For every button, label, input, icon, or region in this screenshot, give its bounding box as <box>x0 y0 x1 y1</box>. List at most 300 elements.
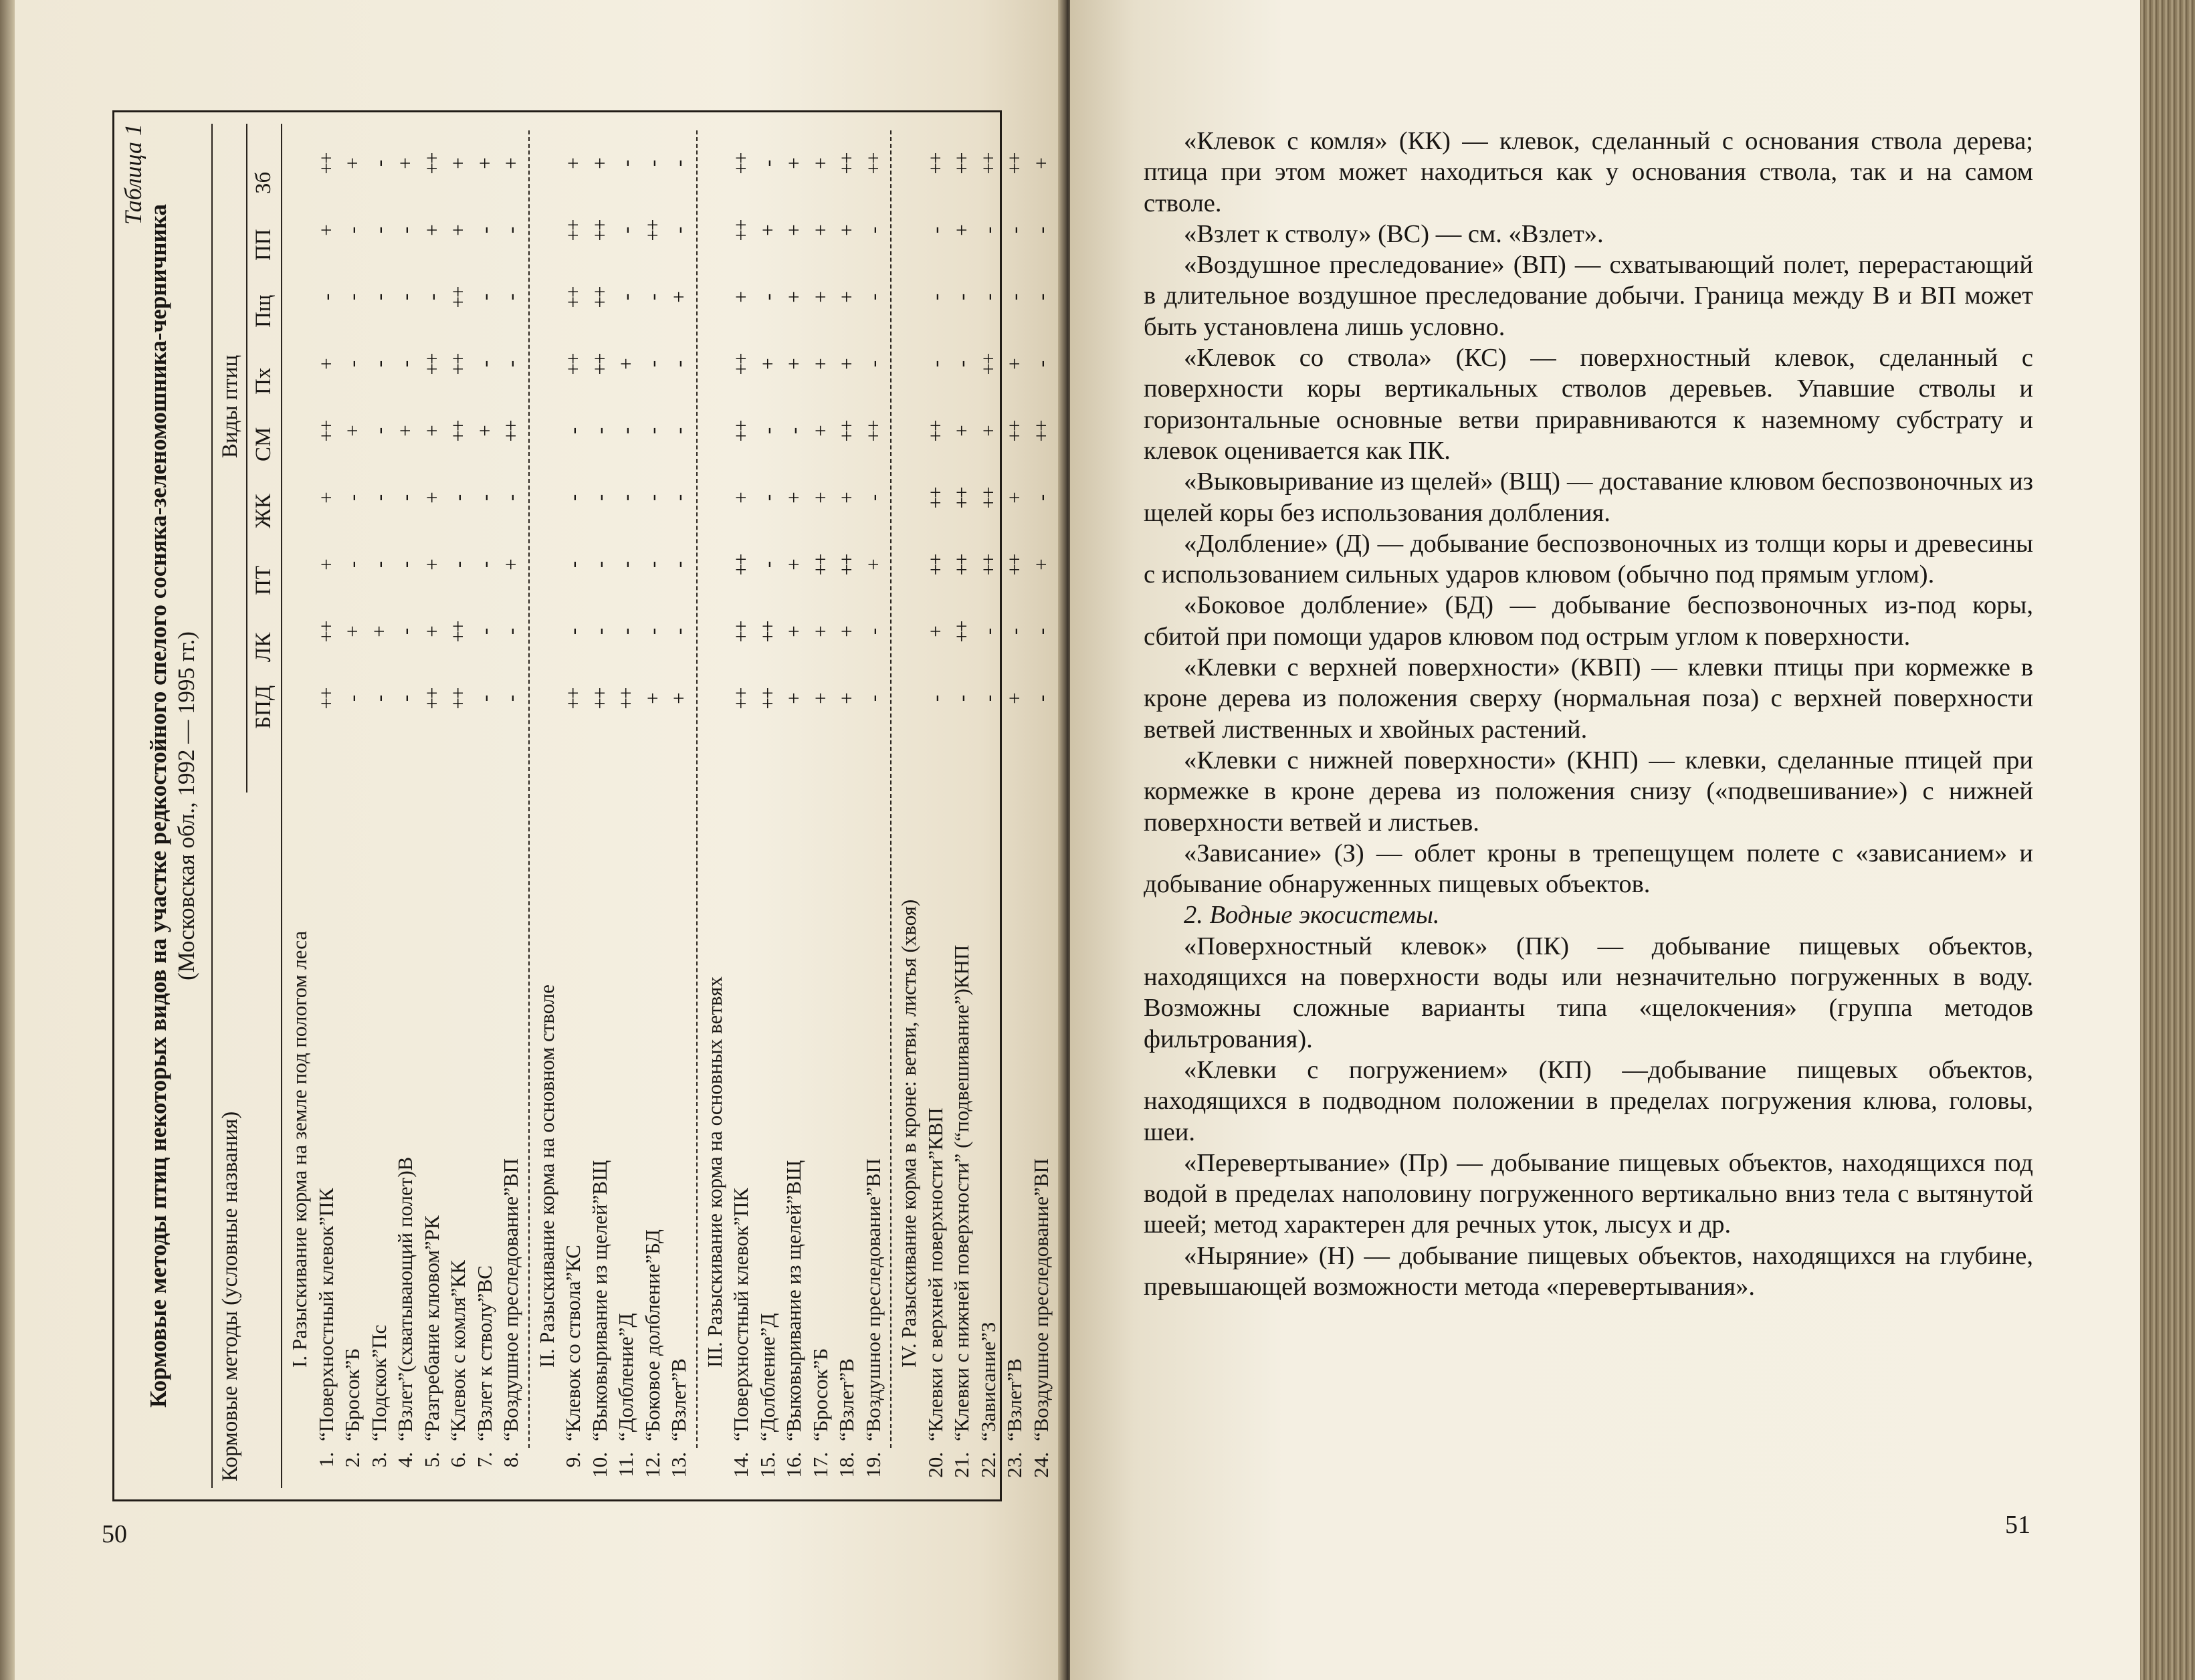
species-header: ЛК <box>251 632 276 662</box>
table-cell: - <box>614 161 637 167</box>
table-cell: ++ <box>419 354 443 375</box>
paragraph: «Воздушное преследование» (ВП) — схватывающий полет, перерастающий в длительное воздушное преследование добычи. Граница между В и ВП может быть установлена лишь условно. <box>1144 251 2033 341</box>
paragraph: «Клевки с нижней поверхности» (КНП) — клевки, сделанные птицей при кормежке в кроне дерева из положения снизу («подвешивание») с нижней поверхности ветвей и листьев. <box>1144 746 2033 837</box>
table-cell: + <box>1029 560 1053 570</box>
species-header: БПД <box>251 685 276 729</box>
table-cell: - <box>782 428 805 435</box>
table-cell: ++ <box>729 153 752 175</box>
table-cell: - <box>367 562 391 568</box>
section-heading: IV. Разыскивание корма в кроне: ветви, листья (хвоя) <box>897 899 920 1368</box>
table-cell: ++ <box>729 220 752 241</box>
row-number: 5. <box>419 1452 443 1468</box>
table-cell: ++ <box>561 354 585 375</box>
row-number: 16. <box>782 1452 805 1478</box>
table-cell: + <box>667 694 690 704</box>
table-cell: - <box>561 495 585 502</box>
table-cell: - <box>667 428 690 435</box>
method-name: “Взлет”В <box>835 1358 858 1441</box>
table-cell: ++ <box>835 554 858 576</box>
row-number: 1. <box>314 1452 338 1468</box>
table-cell: + <box>472 159 496 169</box>
table-cell: ++ <box>755 688 779 710</box>
table-cell: ++ <box>976 153 1000 175</box>
method-name: “Клевок со ствола”КС <box>561 1245 585 1441</box>
table-label: Таблица 1 <box>120 124 146 225</box>
table-cell: - <box>1029 294 1053 301</box>
paragraph: «Боковое долбление» (БД) — добывание беспозвоночных из-под коры, сбитой при помощи ударов клювом под острым углом к поверхности. <box>1144 591 2033 651</box>
table-cell: ++ <box>950 621 973 643</box>
table-cell: - <box>640 428 664 435</box>
table-cell: - <box>976 629 1000 635</box>
table-cell: ++ <box>419 688 443 710</box>
table-cell: - <box>755 428 779 435</box>
table-cell: ++ <box>808 554 832 576</box>
method-name: “Взлет”В <box>667 1358 690 1441</box>
table-cell: - <box>755 294 779 301</box>
row-number: 14. <box>729 1452 752 1478</box>
method-name: “Бросок”Б <box>340 1348 364 1441</box>
table-cell: + <box>587 159 611 169</box>
table-cell: - <box>667 495 690 502</box>
table-cell: - <box>393 294 417 301</box>
table-cell: + <box>835 359 858 370</box>
row-number: 12. <box>640 1452 664 1478</box>
table-cell: ++ <box>587 688 611 710</box>
table-cell: - <box>472 696 496 702</box>
table-cell: - <box>340 495 364 502</box>
table-cell: + <box>314 359 338 370</box>
paragraph: «Клевки с верхней поверхности» (КВП) — клевки птицы при кормежке в кроне дерева из положения сверху (нормальная поза) с верхней поверхности ветвей лиственных и хвойных растений. <box>1144 653 2033 744</box>
table-cell: + <box>755 359 779 370</box>
table-cell: - <box>393 629 417 635</box>
table-cell: + <box>446 159 469 169</box>
row-number: 9. <box>561 1452 585 1468</box>
table-cell: - <box>472 361 496 368</box>
table-cell: - <box>561 562 585 568</box>
table-cell: + <box>561 159 585 169</box>
method-name: “Выковыривание из щелей”ВЩ <box>587 1160 611 1441</box>
table-cell: + <box>419 493 443 504</box>
row-number: 20. <box>923 1452 947 1478</box>
table-cell: ++ <box>614 688 637 710</box>
body-text <box>1144 126 2033 1302</box>
table-cell: ++ <box>314 421 338 442</box>
table-cell: ++ <box>314 688 338 710</box>
table-cell: - <box>561 629 585 635</box>
table-cell: + <box>499 560 522 570</box>
method-name: “Клевок с комля”КК <box>446 1260 469 1441</box>
table-cell: ++ <box>419 153 443 175</box>
row-number: 11. <box>614 1452 637 1477</box>
table-cell: ++ <box>950 488 973 509</box>
table-cell: + <box>755 225 779 236</box>
section-heading: I. Разыскивание корма на земле под пологом леса <box>288 930 311 1368</box>
method-name: “Разгребание клювом”РК <box>419 1215 443 1441</box>
table-cell: - <box>923 294 947 301</box>
row-number: 3. <box>367 1452 391 1468</box>
table-cell: - <box>950 294 973 301</box>
table-cell: + <box>782 225 805 236</box>
table-cell: - <box>640 161 664 167</box>
species-header: ПП <box>251 229 276 261</box>
paragraph: «Зависание» (З) — облет кроны в трепещущем полете с «зависанием» и добывание обнаруженных пищевых объектов. <box>1144 839 2033 899</box>
table-cell: + <box>393 159 417 169</box>
table-cell: ++ <box>1003 554 1026 576</box>
table-cell: + <box>976 426 1000 437</box>
section-divider <box>696 130 698 1448</box>
table-cell: + <box>808 292 832 303</box>
table-cell: - <box>499 696 522 702</box>
method-name: “Подскок”Пс <box>367 1324 391 1441</box>
table-cell: - <box>640 629 664 635</box>
table-cell: ++ <box>640 220 664 241</box>
table-cell: ++ <box>923 421 947 442</box>
table-cell: ++ <box>314 621 338 643</box>
table-cell: + <box>1029 159 1053 169</box>
table-cell: ++ <box>861 421 885 442</box>
table-cell: - <box>640 361 664 368</box>
method-name: “Взлет”(схватывающий полет)В <box>393 1156 417 1441</box>
method-name: “Зависание”З <box>976 1322 1000 1441</box>
method-name: “Клевки с верхней поверхности”КВП <box>923 1108 947 1441</box>
table-cell: ++ <box>446 421 469 442</box>
table-cell: - <box>614 428 637 435</box>
species-header: ПТ <box>251 566 276 595</box>
table-cell: ++ <box>561 287 585 308</box>
paragraph: «Клевки с погружением» (КП) —добывание пищевых объектов, находящихся в подводном положении в пределах погружения клюва, головы, шеи. <box>1144 1055 2033 1146</box>
row-number: 21. <box>950 1452 973 1478</box>
table-cell: - <box>1003 294 1026 301</box>
table-cell: + <box>393 426 417 437</box>
table-cell: - <box>950 696 973 702</box>
table-cell: - <box>340 361 364 368</box>
table-cell: - <box>446 562 469 568</box>
table-cell: ++ <box>976 488 1000 509</box>
table-cell: ++ <box>499 421 522 442</box>
table-cell: - <box>861 696 885 702</box>
page-fore-edge <box>2140 0 2195 1680</box>
header-methods: Кормовые методы (условные названия) <box>218 1111 242 1481</box>
table-cell: - <box>1003 227 1026 234</box>
row-number: 18. <box>835 1452 858 1478</box>
paragraph: «Взлет к стволу» (ВС) — см. «Взлет». <box>1184 219 1604 248</box>
table-cell: ++ <box>561 688 585 710</box>
table-cell: - <box>499 495 522 502</box>
table-cell: ++ <box>446 354 469 375</box>
table-cell: + <box>314 225 338 236</box>
table-cell: ++ <box>561 220 585 241</box>
table-cell: ++ <box>976 554 1000 576</box>
table-cell: + <box>419 560 443 570</box>
table-cell: ++ <box>1029 421 1053 442</box>
table-cell: - <box>472 495 496 502</box>
table-cell: ++ <box>446 688 469 710</box>
table-cell: - <box>1029 696 1053 702</box>
table-cell: ++ <box>923 554 947 576</box>
table-cell: - <box>667 562 690 568</box>
table-cell: - <box>923 696 947 702</box>
row-number: 19. <box>861 1452 885 1478</box>
table-cell: - <box>755 562 779 568</box>
table-cell: + <box>614 359 637 370</box>
row-number: 24. <box>1029 1452 1053 1478</box>
table-cell: - <box>1029 361 1053 368</box>
table-cell: + <box>782 627 805 637</box>
page-number: 51 <box>2005 1511 2030 1539</box>
table-cell: - <box>1029 629 1053 635</box>
table-cell: ++ <box>314 153 338 175</box>
table-cell: - <box>614 227 637 234</box>
section-heading: II. Разыскивание корма на основном стволе <box>534 984 558 1368</box>
table-cell: - <box>755 161 779 167</box>
table-cell: - <box>446 495 469 502</box>
table-cell: - <box>1003 629 1026 635</box>
table-cell: - <box>976 696 1000 702</box>
paragraph: «Перевертывание» (Пр) — добывание пищевых объектов, находящихся под водой в пределах наполовину погруженного вертикально вниз тела с вытянутой шеей; метод характерен для речных уток, лысух и др. <box>1144 1148 2033 1239</box>
table-cell: + <box>499 159 522 169</box>
table-subtitle: (Московская обл., 1992 — 1995 гг.) <box>173 631 199 980</box>
table-cell: ++ <box>755 621 779 643</box>
paragraph: «Ныряние» (Н) — добывание пищевых объектов, находящихся на глубине, превышающей возможности метода «перевертывания». <box>1144 1241 2033 1301</box>
table-rule <box>246 124 247 793</box>
table-cell: + <box>808 426 832 437</box>
table-cell: - <box>587 428 611 435</box>
species-header: Пх <box>251 367 276 395</box>
species-header: Пщ <box>251 294 276 328</box>
table-cell: + <box>782 159 805 169</box>
table-cell: + <box>835 493 858 504</box>
table-cell: + <box>782 292 805 303</box>
section-heading: III. Разыскивание корма на основных ветвях <box>702 976 726 1368</box>
table-cell: ++ <box>835 421 858 442</box>
table-cell: - <box>640 495 664 502</box>
table-cell: + <box>861 560 885 570</box>
paragraph: «Выковыривание из щелей» (ВЩ) — доставание клювом беспозвоночных из щелей коры без использования долбления. <box>1144 467 2033 527</box>
table-cell: ++ <box>861 153 885 175</box>
row-number: 13. <box>667 1452 690 1478</box>
table-cell: - <box>976 227 1000 234</box>
paragraph: «Долбление» (Д) — добывание беспозвоночных из толщи коры и древесины с использованием сильных ударов клювом (обычно под прямым углом). <box>1144 529 2033 589</box>
table-cell: ++ <box>446 621 469 643</box>
species-header: Зб <box>251 171 276 194</box>
row-number: 22. <box>976 1452 1000 1478</box>
table-cell: - <box>667 629 690 635</box>
table-cell: - <box>340 562 364 568</box>
table-cell: - <box>499 361 522 368</box>
table-cell: + <box>667 292 690 303</box>
table-cell: + <box>340 159 364 169</box>
table-cell: + <box>1003 493 1026 504</box>
table-cell: - <box>861 294 885 301</box>
paragraph: «Клевок со ствола» (КС) — поверхностный клевок, сделанный с поверхности коры вертикальных стволов деревьев. Упавшие стволы и горизонтальные основные ветви приравниваются к наземному субстрату и клевок оценивается как ПК. <box>1144 344 2033 465</box>
table-cell: - <box>861 361 885 368</box>
table-cell: - <box>667 161 690 167</box>
table-cell: ++ <box>729 621 752 643</box>
table-cell: ++ <box>729 554 752 576</box>
table-cell: - <box>614 562 637 568</box>
header-species: Виды птиц <box>218 354 242 458</box>
section-divider <box>890 130 892 1448</box>
table-cell: ++ <box>587 287 611 308</box>
table-cell: + <box>808 159 832 169</box>
table-cell: - <box>950 361 973 368</box>
method-name: “Долбление”Д <box>614 1313 637 1441</box>
table-cell: - <box>1029 227 1053 234</box>
method-name: “Поверхностный клевок”ПК <box>314 1188 338 1441</box>
table-cell: ++ <box>950 153 973 175</box>
table-cell: + <box>340 627 364 637</box>
table-cell: ++ <box>950 554 973 576</box>
table-cell: - <box>614 495 637 502</box>
method-name: “Взлет к стволу”ВС <box>472 1265 496 1441</box>
table-cell: - <box>340 696 364 702</box>
page-edge <box>0 0 15 1680</box>
table-cell: ++ <box>446 287 469 308</box>
table-cell: + <box>782 359 805 370</box>
paragraph: «Поверхностный клевок» (ПК) — добывание пищевых объектов, находящихся на поверхности воды или незначительно погруженных в воду. Возможны сложные варианты типа «щелокчения» (группа методов фильтрования). <box>1144 932 2033 1053</box>
table-cell: - <box>976 294 1000 301</box>
table-cell: - <box>667 361 690 368</box>
row-number: 4. <box>393 1452 417 1468</box>
method-name: “Боковое долбление”БД <box>640 1229 664 1441</box>
table-cell: ++ <box>923 488 947 509</box>
table-cell: ++ <box>976 354 1000 375</box>
table-cell: ++ <box>1003 153 1026 175</box>
table-cell: - <box>393 562 417 568</box>
table-cell: - <box>923 227 947 234</box>
table-cell: - <box>419 294 443 301</box>
left-page <box>0 0 1063 1680</box>
table-cell: + <box>1003 359 1026 370</box>
table-cell: - <box>640 294 664 301</box>
table-cell: - <box>472 294 496 301</box>
table-cell: - <box>393 495 417 502</box>
table-cell: - <box>367 227 391 234</box>
paragraph: 2. Водные экосистемы. <box>1184 901 1440 930</box>
table-rule <box>281 124 282 1488</box>
table-cell: - <box>667 227 690 234</box>
table-cell: - <box>861 495 885 502</box>
table-cell: - <box>340 227 364 234</box>
table-cell: - <box>499 294 522 301</box>
table-cell: + <box>472 426 496 437</box>
table-cell: - <box>614 629 637 635</box>
table-cell: + <box>729 292 752 303</box>
table-cell: - <box>587 495 611 502</box>
table-cell: - <box>755 495 779 502</box>
table-cell: + <box>314 493 338 504</box>
table-cell: + <box>782 560 805 570</box>
method-name: “Воздушное преследование”ВП <box>499 1158 522 1441</box>
data-table <box>112 110 1053 1501</box>
table-cell: + <box>782 694 805 704</box>
table-cell: - <box>367 696 391 702</box>
table-cell: - <box>499 227 522 234</box>
table-cell: ++ <box>729 354 752 375</box>
table-cell: ++ <box>587 354 611 375</box>
table-cell: - <box>340 294 364 301</box>
table-cell: - <box>923 361 947 368</box>
table-cell: + <box>808 627 832 637</box>
table-title <box>144 130 201 1481</box>
table-cell: - <box>367 161 391 167</box>
row-number: 15. <box>755 1452 779 1478</box>
page-number: 50 <box>102 1520 127 1548</box>
table-cell: + <box>367 627 391 637</box>
table-cell: - <box>587 629 611 635</box>
section-divider <box>528 130 530 1448</box>
method-name: “Бросок”Б <box>808 1348 832 1441</box>
species-header: СМ <box>251 427 276 461</box>
row-number: 10. <box>587 1452 611 1478</box>
table-cell: - <box>393 227 417 234</box>
table-cell: + <box>808 359 832 370</box>
table-cell: + <box>835 225 858 236</box>
table-cell: + <box>314 560 338 570</box>
table-cell: + <box>808 694 832 704</box>
table-cell: ++ <box>1003 421 1026 442</box>
method-name: “Долбление”Д <box>755 1313 779 1441</box>
table-cell: - <box>393 696 417 702</box>
method-name: “Воздушное преследование”ВП <box>1029 1158 1053 1441</box>
table-cell: + <box>729 493 752 504</box>
table-cell: - <box>367 294 391 301</box>
row-number: 23. <box>1003 1452 1026 1478</box>
table-cell: - <box>861 629 885 635</box>
table-cell: + <box>446 225 469 236</box>
table-cell: - <box>393 361 417 368</box>
table-cell: ++ <box>923 153 947 175</box>
table-cell: - <box>314 294 338 301</box>
table-cell: - <box>367 428 391 435</box>
row-number: 8. <box>499 1452 522 1468</box>
table-cell: + <box>1003 694 1026 704</box>
table-cell: + <box>808 225 832 236</box>
table-cell: - <box>367 495 391 502</box>
row-number: 17. <box>808 1452 832 1478</box>
table-cell: - <box>499 629 522 635</box>
table-cell: + <box>419 627 443 637</box>
method-name: “Выковыривание из щелей”ВЩ <box>782 1160 805 1441</box>
table-title-text: Кормовые методы птиц некоторых видов на участке редкостойного спелого сосняка-зеленомошника-черничника <box>145 204 171 1408</box>
method-name: “Воздушное преследование”ВП <box>861 1158 885 1441</box>
table-cell: ++ <box>729 421 752 442</box>
row-number: 2. <box>340 1452 364 1468</box>
table-cell: - <box>587 562 611 568</box>
table-cell: - <box>1029 495 1053 502</box>
table-cell: - <box>367 361 391 368</box>
method-name: “Взлет”В <box>1003 1358 1026 1441</box>
table-cell: ++ <box>587 220 611 241</box>
table-cell: + <box>950 225 973 236</box>
table-cell: ++ <box>835 153 858 175</box>
table-cell: + <box>808 493 832 504</box>
table-cell: + <box>419 225 443 236</box>
paragraph: «Клевок с комля» (КК) — клевок, сделанный с основания ствола дерева; птица при этом может находиться как у основания ствола, так и на самом стволе. <box>1144 127 2033 217</box>
method-name: “Поверхностный клевок”ПК <box>729 1188 752 1441</box>
table-rule <box>211 124 213 1488</box>
table-cell: - <box>861 227 885 234</box>
table-cell: + <box>419 426 443 437</box>
table-cell: - <box>640 562 664 568</box>
table-cell: + <box>835 627 858 637</box>
species-header: ЖК <box>251 494 276 528</box>
table-cell: - <box>472 629 496 635</box>
method-name: “Клевки с нижней поверхности” (“подвешивание”)КНП <box>950 944 973 1441</box>
table-cell: - <box>472 227 496 234</box>
table-cell: - <box>561 428 585 435</box>
table-cell: + <box>835 292 858 303</box>
